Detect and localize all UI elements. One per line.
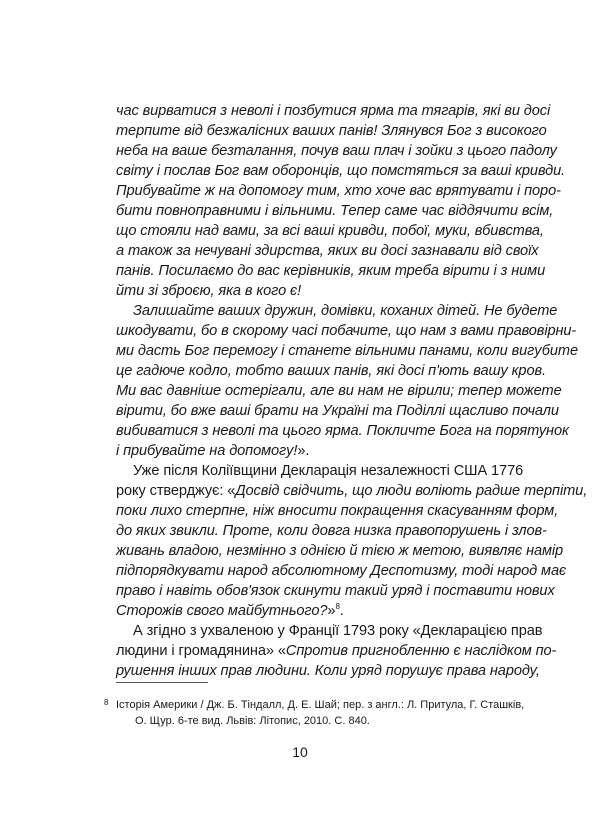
text-line: [116, 401, 559, 421]
text-line: [116, 361, 546, 381]
footnote-separator: [116, 682, 208, 683]
text-line: [116, 541, 564, 561]
italic-text: Прибувайте ж на допомогу тим, хто хоче вас врятувати і поро-: [116, 183, 561, 199]
italic-text: йти зі зброєю, яка в кого є!: [116, 283, 302, 299]
text-run: »: [327, 603, 336, 619]
text-line: [116, 441, 511, 461]
italic-text: Залишайте ваших дружин, домівки, коханих дітей. Не будете: [133, 303, 558, 319]
italic-text: Ми вас давніше остерігали, але ви нам не вірили; тепер можете: [116, 383, 562, 399]
italic-text: що стояли над вами, за всі ваші кривди, побої, муки, вбивства,: [116, 223, 544, 239]
italic-text: вірити, бо вже ваші брати на Україні та Поділлі щасливо почали: [116, 403, 559, 419]
italic-text: час вирватися з неволі і позбутися ярма та тягарів, які ви досі: [116, 103, 551, 119]
text-line: [116, 321, 577, 341]
italic-text: підпорядкувати народ абсолютному Деспотизму, тоді народ має: [116, 563, 567, 579]
text-line: [116, 121, 547, 141]
text-run: року стверджує: «: [116, 483, 236, 499]
italic-text: шкодувати, бо в скорому часі побачите, що нам з вами правовірни-: [116, 323, 577, 339]
text-line: [116, 181, 561, 201]
text-line: [116, 261, 546, 281]
text-line: [116, 141, 557, 161]
footnote-number: 8: [104, 698, 109, 707]
italic-text: Досвід свідчить, що люди воліють радше терпіти,: [235, 483, 588, 499]
text-line: [116, 461, 524, 481]
footnote-line: О. Щур. 6-те вид. Львів: Літопис, 2010. С. 840.: [135, 715, 370, 727]
text-line: [116, 561, 567, 581]
text-line: [116, 241, 539, 261]
page-number: 10: [292, 744, 308, 760]
text-line: [116, 661, 540, 681]
text-run: Уже після Коліївщини Декларація незалежності США 1776: [133, 463, 524, 479]
text-line: [116, 341, 578, 361]
footnote-line: Історія Америки / Дж. Б. Тіндалл, Д. Е. Шай; пер. з англ.: Л. Притула, Г. Сташків,: [116, 699, 525, 711]
italic-text: ми дасть Бог перемогу і станете вільними панами, коли вигубите: [116, 343, 578, 359]
text-run: людини і громадянина» «: [116, 643, 286, 659]
text-line: [116, 301, 558, 321]
italic-text: неба на ваше безталання, почув ваш плач і зойки з цього падолу: [116, 143, 557, 159]
text-line: [116, 381, 562, 401]
text-line: [116, 601, 511, 621]
italic-text: і прибувайте на допомогу!: [116, 443, 298, 459]
italic-text: це гадюче кодло, тобто ваших панів, які досі п'ють вашу кров.: [116, 363, 546, 379]
text-line: [116, 641, 557, 661]
italic-text: живань владою, незмінно з однією й тією ж метою, виявляє намір: [116, 543, 564, 559]
text-run: А згідно з ухваленою у Франції 1793 року «Декларацією прав: [133, 623, 543, 639]
footnote-ref: 8: [335, 602, 340, 611]
text-line: [116, 421, 569, 441]
text-line: [116, 621, 543, 641]
footnote: [104, 697, 525, 729]
italic-text: а також за нечувані здирства, яких ви досі зазнавали від своїх: [116, 243, 539, 259]
italic-text: світу і послав Бог вам оборонців, що помстяться за ваші кривди.: [116, 163, 566, 179]
text-line: [116, 161, 566, 181]
italic-text: терпите від безжалісних ваших панів! Злянувся Бог з високого: [116, 123, 547, 139]
text-line: [116, 481, 588, 501]
italic-text: Спротив пригнобленню є наслідком по-: [285, 643, 557, 659]
italic-text: до яких звикли. Проте, коли довга низка правопорушень і злов-: [116, 523, 547, 539]
text-line: [116, 281, 511, 301]
italic-text: рушення інших прав людини. Коли уряд порушує права народу,: [116, 663, 540, 679]
italic-text: вибиватися з неволі та цього ярма. Покличте Бога на порятунок: [116, 423, 569, 439]
text-run: .: [339, 603, 344, 619]
text-line: [116, 521, 547, 541]
text-line: [116, 501, 559, 521]
italic-text: поки лихо стерпне, ніж вносити покращення скасуванням форм,: [116, 503, 559, 519]
italic-text: право і навіть обов'язок скинути такий уряд і поставити нових: [116, 583, 555, 599]
text-line: [116, 201, 554, 221]
italic-text: Сторожів свого майбутнього?: [116, 603, 328, 619]
body-text: [116, 101, 588, 681]
text-line: [116, 221, 544, 241]
italic-text: бити повноправними і вільними. Тепер саме час віддячити всім,: [116, 203, 554, 219]
text-line: [116, 101, 551, 121]
text-line: [116, 581, 555, 601]
text-run: ».: [297, 443, 310, 459]
italic-text: панів. Посилаємо до вас керівників, яким треба вірити і з ними: [116, 263, 546, 279]
